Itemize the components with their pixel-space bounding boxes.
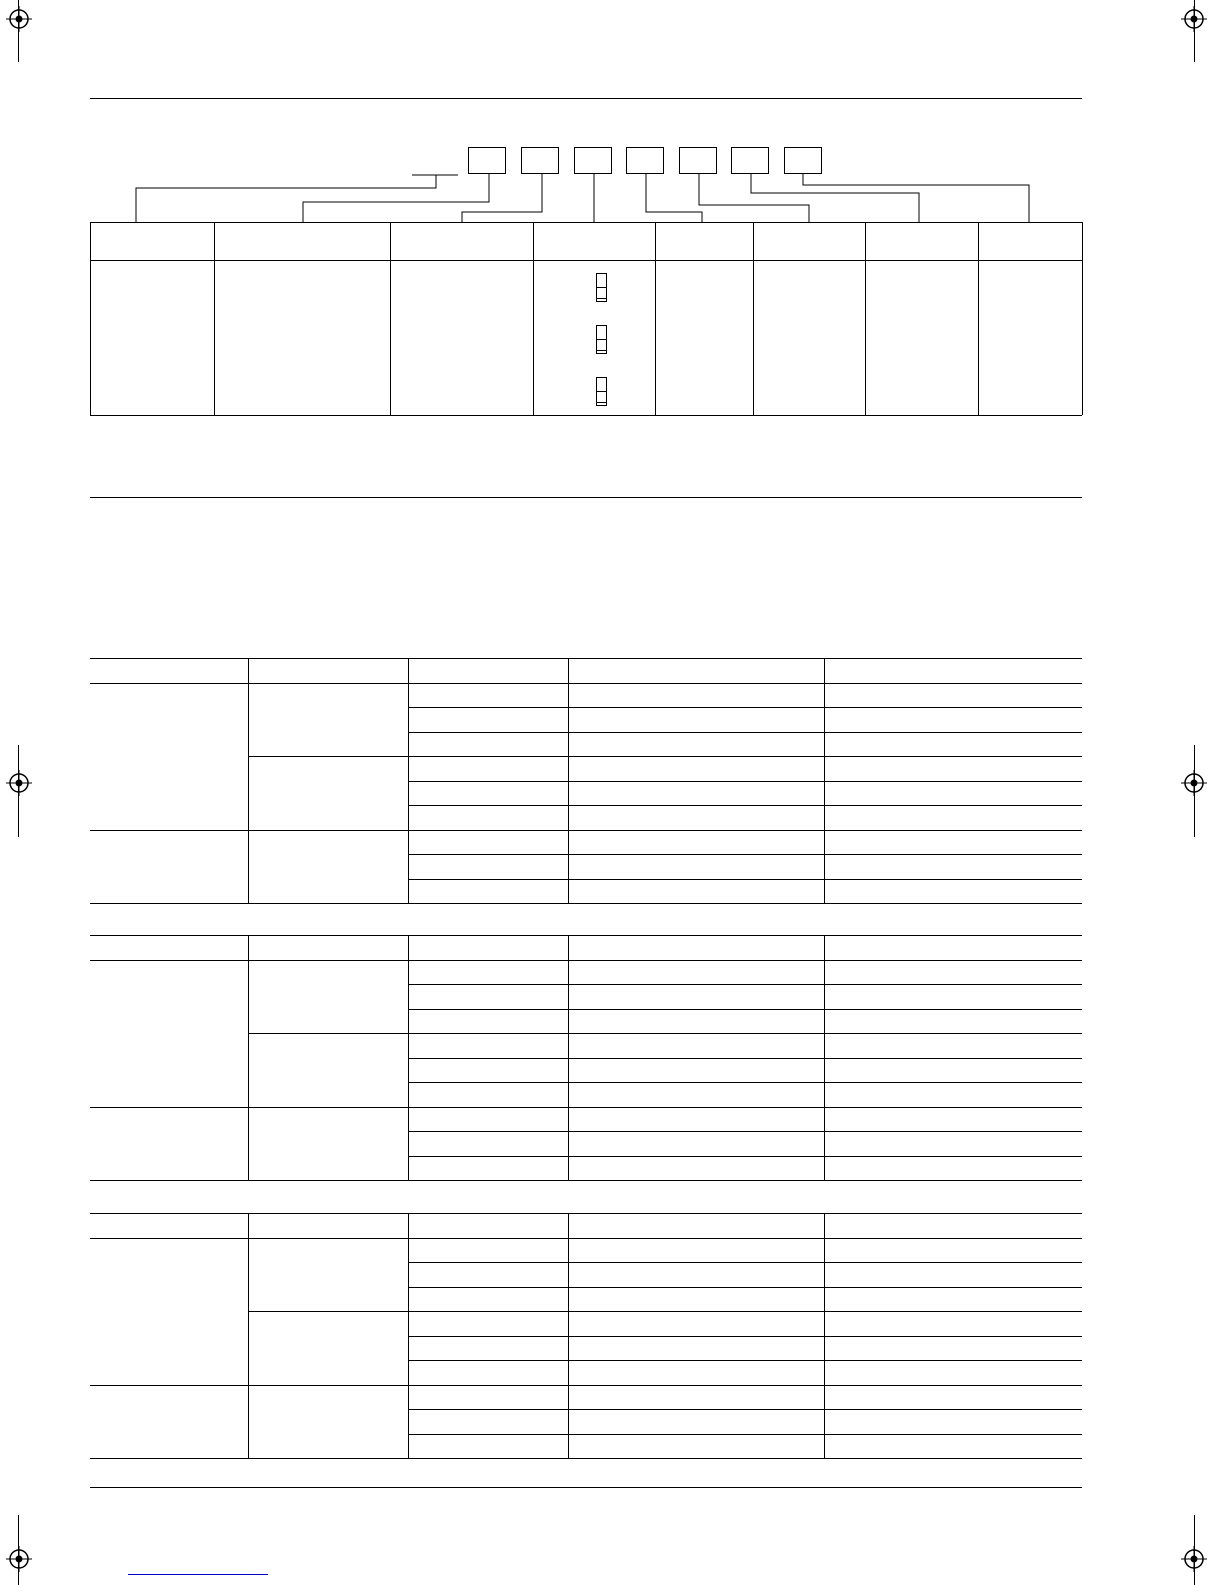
spec-table-bottom-rule xyxy=(90,903,1082,904)
spec-table-header-col-line xyxy=(568,935,569,960)
spec-table-header-col-line xyxy=(568,1213,569,1238)
spec-table-row-rule xyxy=(408,1156,1082,1157)
spec-table-row-rule xyxy=(248,1311,1082,1312)
spec-table-col-line xyxy=(408,683,409,904)
spec-table-top-rule xyxy=(90,658,1082,659)
spec-table-col-line xyxy=(248,683,249,904)
spec-table-col-line xyxy=(408,1238,409,1459)
spec-table-col-line xyxy=(824,683,825,904)
spec-table-header-col-line xyxy=(824,1213,825,1238)
spec-table-row-rule xyxy=(248,1033,1082,1034)
ordering-col-line xyxy=(865,222,866,415)
footer-rule xyxy=(90,1487,1082,1488)
ordering-table-bottom xyxy=(90,415,1082,416)
spec-table-header-col-line xyxy=(824,935,825,960)
spec-table-col-line xyxy=(568,960,569,1181)
spec-table-row-rule xyxy=(408,1009,1082,1010)
spec-table-col-line xyxy=(248,1238,249,1459)
spec-table-col-line xyxy=(248,960,249,1181)
spec-table-row-rule xyxy=(408,1262,1082,1263)
crop-mark-mid-left xyxy=(18,745,19,837)
spec-table-top-rule xyxy=(90,935,1082,936)
footer-link-underline[interactable] xyxy=(128,1574,268,1575)
ordering-col-line xyxy=(90,222,91,415)
section-rule xyxy=(90,497,1082,498)
spec-table-header-rule xyxy=(90,683,1082,684)
spec-table-row-rule xyxy=(408,707,1082,708)
spec-table-row-rule xyxy=(408,805,1082,806)
spec-table-row-rule xyxy=(408,1131,1082,1132)
spec-table-row-rule xyxy=(408,1360,1082,1361)
spec-table-row-rule xyxy=(408,781,1082,782)
spec-table-header-col-line xyxy=(568,658,569,683)
spec-table-header-col-line xyxy=(248,1213,249,1238)
spec-table-bottom-rule xyxy=(90,1180,1082,1181)
spec-table-top-rule xyxy=(90,1213,1082,1214)
spec-table-row-rule xyxy=(90,1385,1082,1386)
package-symbol xyxy=(596,325,607,354)
spec-table-header-col-line xyxy=(248,935,249,960)
spec-table-header-col-line xyxy=(408,1213,409,1238)
spec-table-row-rule xyxy=(90,1107,1082,1108)
spec-table-row-rule xyxy=(408,879,1082,880)
ordering-table-header-rule xyxy=(90,260,1082,261)
spec-table-row-rule xyxy=(408,732,1082,733)
crop-mark-bottom-right xyxy=(1194,1515,1195,1585)
code-connector-lines xyxy=(0,0,1225,230)
spec-table-row-rule xyxy=(248,756,1082,757)
spec-table-header-rule xyxy=(90,1238,1082,1239)
spec-table-header-col-line xyxy=(408,935,409,960)
spec-table-bottom-rule xyxy=(90,1458,1082,1459)
ordering-col-line xyxy=(1082,222,1083,415)
ordering-col-line xyxy=(214,222,215,415)
spec-table-header-rule xyxy=(90,960,1082,961)
crop-mark-bottom-left xyxy=(18,1515,19,1585)
crop-mark-mid-right xyxy=(1194,745,1195,837)
spec-table-row-rule xyxy=(90,830,1082,831)
ordering-col-line xyxy=(978,222,979,415)
spec-table-header-col-line xyxy=(248,658,249,683)
spec-table-row-rule xyxy=(408,854,1082,855)
registration-mark-bottom-left xyxy=(6,1546,32,1572)
spec-table-header-col-line xyxy=(408,658,409,683)
package-symbol xyxy=(596,377,607,406)
ordering-col-line xyxy=(390,222,391,415)
spec-table-col-line xyxy=(568,1238,569,1459)
spec-table-col-line xyxy=(824,960,825,1181)
ordering-col-line xyxy=(655,222,656,415)
spec-table-row-rule xyxy=(408,1336,1082,1337)
spec-table-col-line xyxy=(568,683,569,904)
spec-table-row-rule xyxy=(408,1082,1082,1083)
ordering-col-line xyxy=(533,222,534,415)
spec-table-col-line xyxy=(408,960,409,1181)
spec-table-row-rule xyxy=(408,1287,1082,1288)
registration-mark-mid-left xyxy=(6,770,32,796)
spec-table-row-rule xyxy=(408,1434,1082,1435)
spec-table-row-rule xyxy=(408,984,1082,985)
spec-table-col-line xyxy=(824,1238,825,1459)
spec-table-header-col-line xyxy=(824,658,825,683)
package-symbol xyxy=(596,273,607,302)
spec-table-row-rule xyxy=(408,1409,1082,1410)
ordering-col-line xyxy=(753,222,754,415)
spec-table-row-rule xyxy=(408,1058,1082,1059)
ordering-table-top xyxy=(90,222,1082,223)
